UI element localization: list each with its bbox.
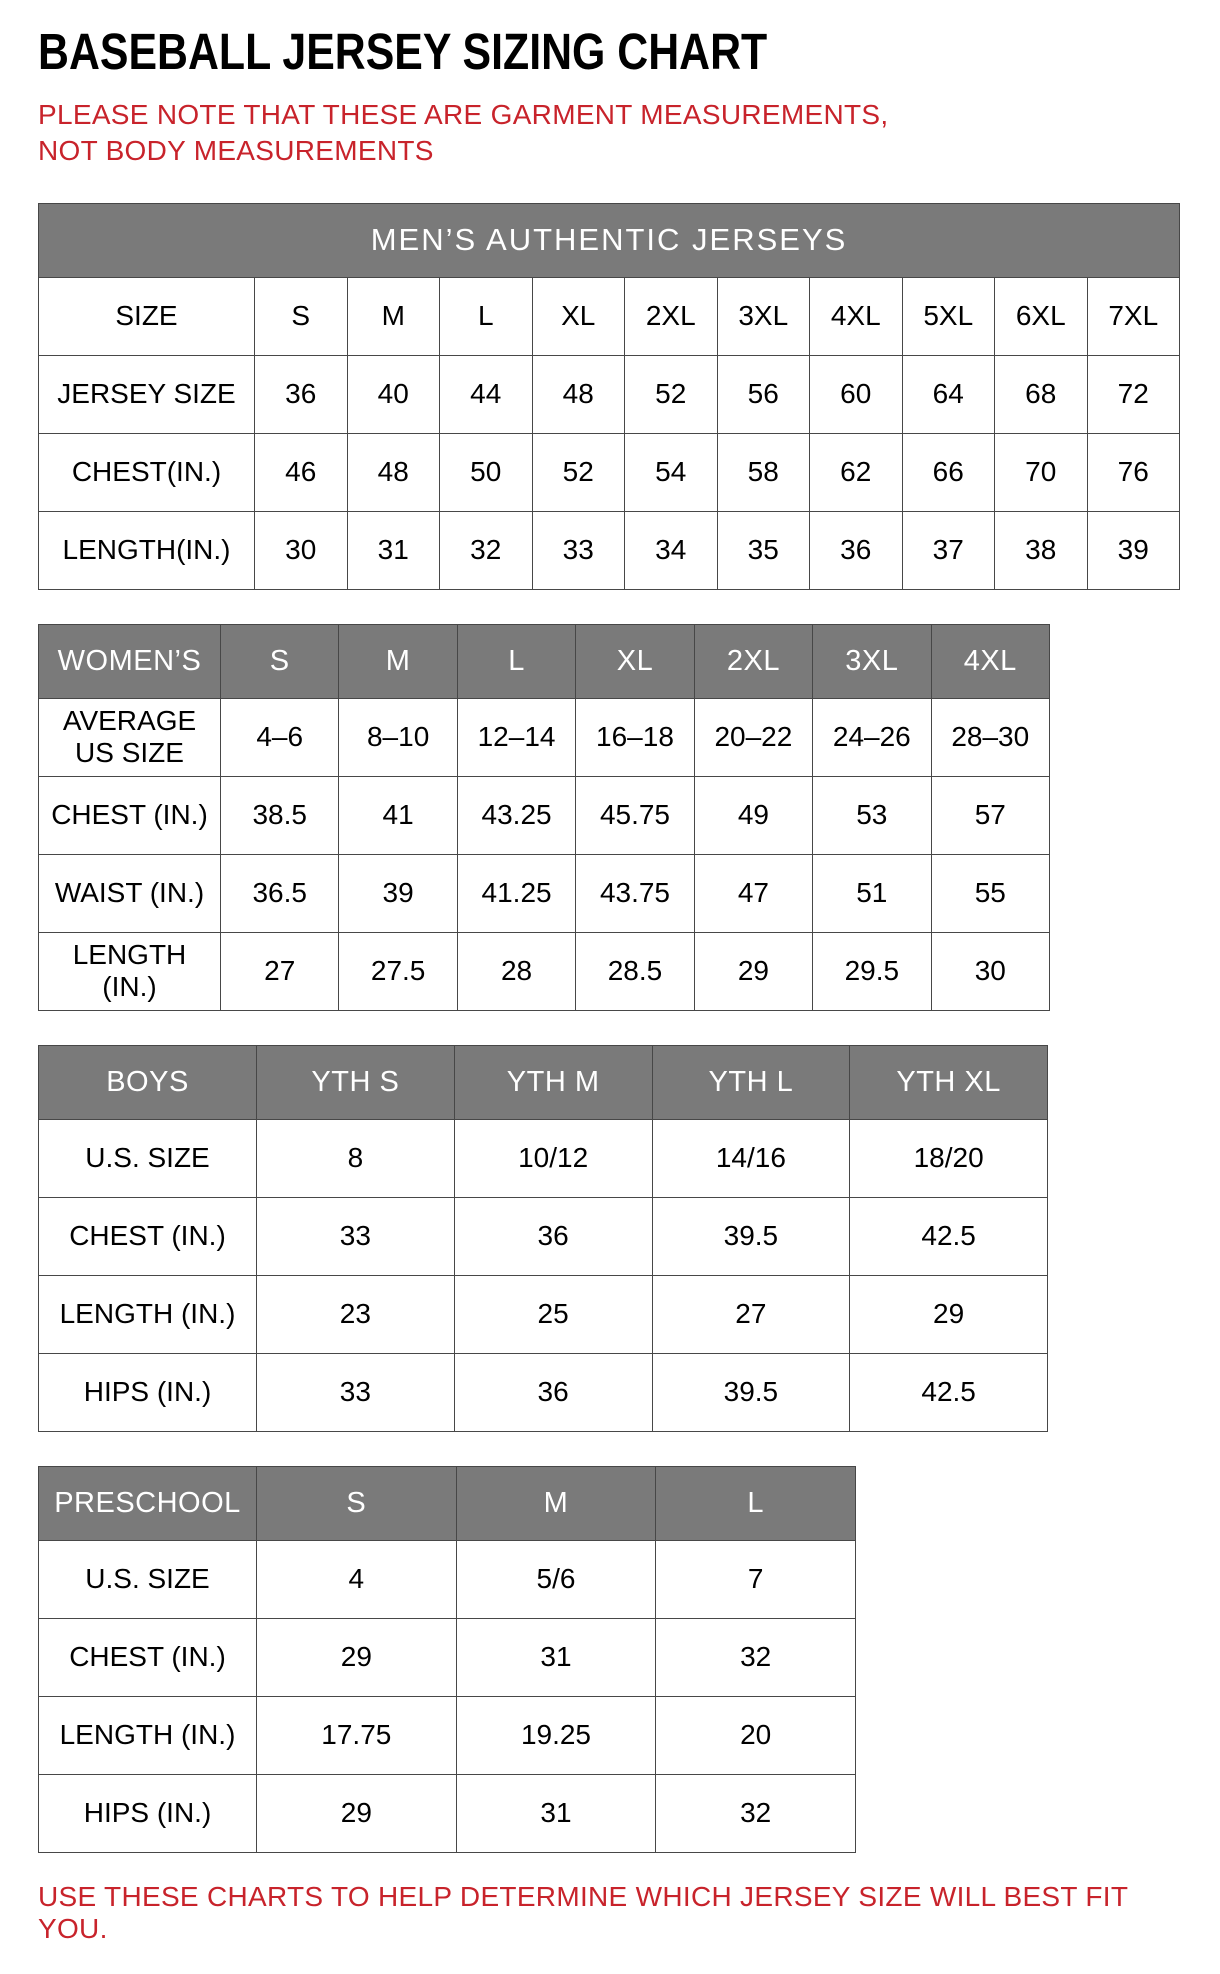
data-cell: 58: [717, 433, 810, 511]
garment-measurement-note: PLEASE NOTE THAT THESE ARE GARMENT MEASUREMENTS, NOT BODY MEASUREMENTS: [38, 99, 889, 166]
womens-size-header: 4XL: [931, 624, 1049, 698]
row-label: SIZE: [39, 277, 255, 355]
mens-authentic-jerseys-banner: MEN’S AUTHENTIC JERSEYS: [39, 203, 1180, 277]
data-cell: 24–26: [813, 698, 931, 776]
data-cell: 36: [810, 511, 903, 589]
row-label: CHEST (IN.): [39, 1618, 257, 1696]
boys-row: [39, 1353, 1048, 1431]
data-cell: 43.75: [576, 854, 694, 932]
data-cell: 36: [454, 1197, 652, 1275]
data-cell: 2XL: [625, 277, 718, 355]
data-cell: 44: [440, 355, 533, 433]
row-label: HIPS (IN.): [39, 1353, 257, 1431]
row-label: LENGTH(IN.): [39, 511, 255, 589]
data-cell: 29.5: [813, 932, 931, 1010]
row-label: WAIST (IN.): [39, 854, 221, 932]
data-cell: 72: [1087, 355, 1180, 433]
row-label: LENGTH (IN.): [39, 1275, 257, 1353]
mens-authentic-jerseys-banner-row: [39, 203, 1180, 277]
data-cell: 76: [1087, 433, 1180, 511]
data-cell: 18/20: [850, 1119, 1048, 1197]
data-cell: 32: [656, 1774, 856, 1852]
boys-size-header: YTH S: [257, 1045, 455, 1119]
footer-note: USE THESE CHARTS TO HELP DETERMINE WHICH JERSEY SIZE WILL BEST FIT YOU.: [38, 1880, 1128, 1944]
data-cell: 43.25: [457, 776, 575, 854]
womens-header-row: [39, 624, 1050, 698]
preschool-row: [39, 1774, 856, 1852]
preschool-header-row: [39, 1466, 856, 1540]
data-cell: 25: [454, 1275, 652, 1353]
data-cell: 54: [625, 433, 718, 511]
data-cell: 38.5: [221, 776, 339, 854]
data-cell: 28: [457, 932, 575, 1010]
data-cell: 52: [532, 433, 625, 511]
data-cell: L: [440, 277, 533, 355]
data-cell: 19.25: [456, 1696, 656, 1774]
data-cell: 20: [656, 1696, 856, 1774]
data-cell: 29: [850, 1275, 1048, 1353]
boys-size-header: YTH L: [652, 1045, 850, 1119]
data-cell: 10/12: [454, 1119, 652, 1197]
row-label: HIPS (IN.): [39, 1774, 257, 1852]
data-cell: 40: [347, 355, 440, 433]
data-cell: 36.5: [221, 854, 339, 932]
data-cell: 64: [902, 355, 995, 433]
preschool-table: [38, 1466, 856, 1853]
data-cell: 48: [347, 433, 440, 511]
data-cell: 16–18: [576, 698, 694, 776]
data-cell: 42.5: [850, 1353, 1048, 1431]
boys-header-row: [39, 1045, 1048, 1119]
data-cell: 41.25: [457, 854, 575, 932]
data-cell: 3XL: [717, 277, 810, 355]
data-cell: 30: [255, 511, 348, 589]
row-label: AVERAGE US SIZE: [39, 698, 221, 776]
data-cell: 27.5: [339, 932, 457, 1010]
data-cell: 31: [456, 1618, 656, 1696]
row-label: U.S. SIZE: [39, 1540, 257, 1618]
womens-row: [39, 776, 1050, 854]
data-cell: 23: [257, 1275, 455, 1353]
data-cell: 27: [652, 1275, 850, 1353]
row-label: LENGTH (IN.): [39, 1696, 257, 1774]
data-cell: 60: [810, 355, 903, 433]
womens-size-header: 2XL: [694, 624, 812, 698]
data-cell: 31: [456, 1774, 656, 1852]
data-cell: XL: [532, 277, 625, 355]
boys-header-label: BOYS: [39, 1045, 257, 1119]
data-cell: 41: [339, 776, 457, 854]
data-cell: 33: [257, 1353, 455, 1431]
data-cell: 29: [257, 1618, 457, 1696]
row-label: CHEST (IN.): [39, 1197, 257, 1275]
data-cell: 55: [931, 854, 1049, 932]
row-label: U.S. SIZE: [39, 1119, 257, 1197]
data-cell: 68: [995, 355, 1088, 433]
data-cell: 5XL: [902, 277, 995, 355]
boys-size-header: YTH M: [454, 1045, 652, 1119]
boys-size-header: YTH XL: [850, 1045, 1048, 1119]
data-cell: 39: [339, 854, 457, 932]
data-cell: 12–14: [457, 698, 575, 776]
row-label: CHEST(IN.): [39, 433, 255, 511]
data-cell: 27: [221, 932, 339, 1010]
womens-size-header: M: [339, 624, 457, 698]
data-cell: 51: [813, 854, 931, 932]
data-cell: 39.5: [652, 1353, 850, 1431]
womens-row: [39, 698, 1050, 776]
data-cell: 8: [257, 1119, 455, 1197]
data-cell: 5/6: [456, 1540, 656, 1618]
boys-row: [39, 1275, 1048, 1353]
data-cell: 49: [694, 776, 812, 854]
data-cell: 32: [440, 511, 533, 589]
womens-row: [39, 932, 1050, 1010]
mens-authentic-jerseys-row: [39, 355, 1180, 433]
data-cell: 17.75: [257, 1696, 457, 1774]
boys-table: [38, 1045, 1048, 1432]
preschool-size-header: S: [257, 1466, 457, 1540]
data-cell: 33: [257, 1197, 455, 1275]
mens-authentic-jerseys-table: [38, 203, 1180, 590]
data-cell: 48: [532, 355, 625, 433]
data-cell: 47: [694, 854, 812, 932]
row-label: JERSEY SIZE: [39, 355, 255, 433]
mens-authentic-jerseys-row: [39, 511, 1180, 589]
data-cell: 29: [257, 1774, 457, 1852]
data-cell: 35: [717, 511, 810, 589]
row-label: LENGTH (IN.): [39, 932, 221, 1010]
page-title: BASEBALL JERSEY SIZING CHART: [38, 23, 768, 80]
data-cell: 30: [931, 932, 1049, 1010]
data-cell: 36: [454, 1353, 652, 1431]
data-cell: 6XL: [995, 277, 1088, 355]
data-cell: 37: [902, 511, 995, 589]
preschool-size-header: M: [456, 1466, 656, 1540]
womens-header-label: WOMEN’S: [39, 624, 221, 698]
data-cell: 20–22: [694, 698, 812, 776]
data-cell: 62: [810, 433, 903, 511]
data-cell: S: [255, 277, 348, 355]
data-cell: 31: [347, 511, 440, 589]
data-cell: 36: [255, 355, 348, 433]
tables-container: [38, 203, 1182, 1853]
boys-row: [39, 1119, 1048, 1197]
data-cell: 53: [813, 776, 931, 854]
preschool-size-header: L: [656, 1466, 856, 1540]
data-cell: 7XL: [1087, 277, 1180, 355]
data-cell: 33: [532, 511, 625, 589]
womens-row: [39, 854, 1050, 932]
row-label: CHEST (IN.): [39, 776, 221, 854]
data-cell: 34: [625, 511, 718, 589]
data-cell: 39.5: [652, 1197, 850, 1275]
data-cell: 28.5: [576, 932, 694, 1010]
preschool-row: [39, 1696, 856, 1774]
data-cell: 42.5: [850, 1197, 1048, 1275]
data-cell: 14/16: [652, 1119, 850, 1197]
data-cell: 7: [656, 1540, 856, 1618]
data-cell: M: [347, 277, 440, 355]
data-cell: 56: [717, 355, 810, 433]
data-cell: 70: [995, 433, 1088, 511]
womens-size-header: XL: [576, 624, 694, 698]
data-cell: 57: [931, 776, 1049, 854]
womens-size-header: S: [221, 624, 339, 698]
mens-authentic-jerseys-row: [39, 277, 1180, 355]
data-cell: 32: [656, 1618, 856, 1696]
data-cell: 50: [440, 433, 533, 511]
data-cell: 28–30: [931, 698, 1049, 776]
data-cell: 4XL: [810, 277, 903, 355]
data-cell: 38: [995, 511, 1088, 589]
data-cell: 4: [257, 1540, 457, 1618]
data-cell: 39: [1087, 511, 1180, 589]
mens-authentic-jerseys-row: [39, 433, 1180, 511]
data-cell: 46: [255, 433, 348, 511]
data-cell: 4–6: [221, 698, 339, 776]
boys-row: [39, 1197, 1048, 1275]
womens-size-header: L: [457, 624, 575, 698]
data-cell: 66: [902, 433, 995, 511]
data-cell: 29: [694, 932, 812, 1010]
womens-size-header: 3XL: [813, 624, 931, 698]
data-cell: 45.75: [576, 776, 694, 854]
data-cell: 8–10: [339, 698, 457, 776]
preschool-row: [39, 1618, 856, 1696]
data-cell: 52: [625, 355, 718, 433]
preschool-row: [39, 1540, 856, 1618]
womens-table: [38, 624, 1050, 1011]
preschool-header-label: PRESCHOOL: [39, 1466, 257, 1540]
